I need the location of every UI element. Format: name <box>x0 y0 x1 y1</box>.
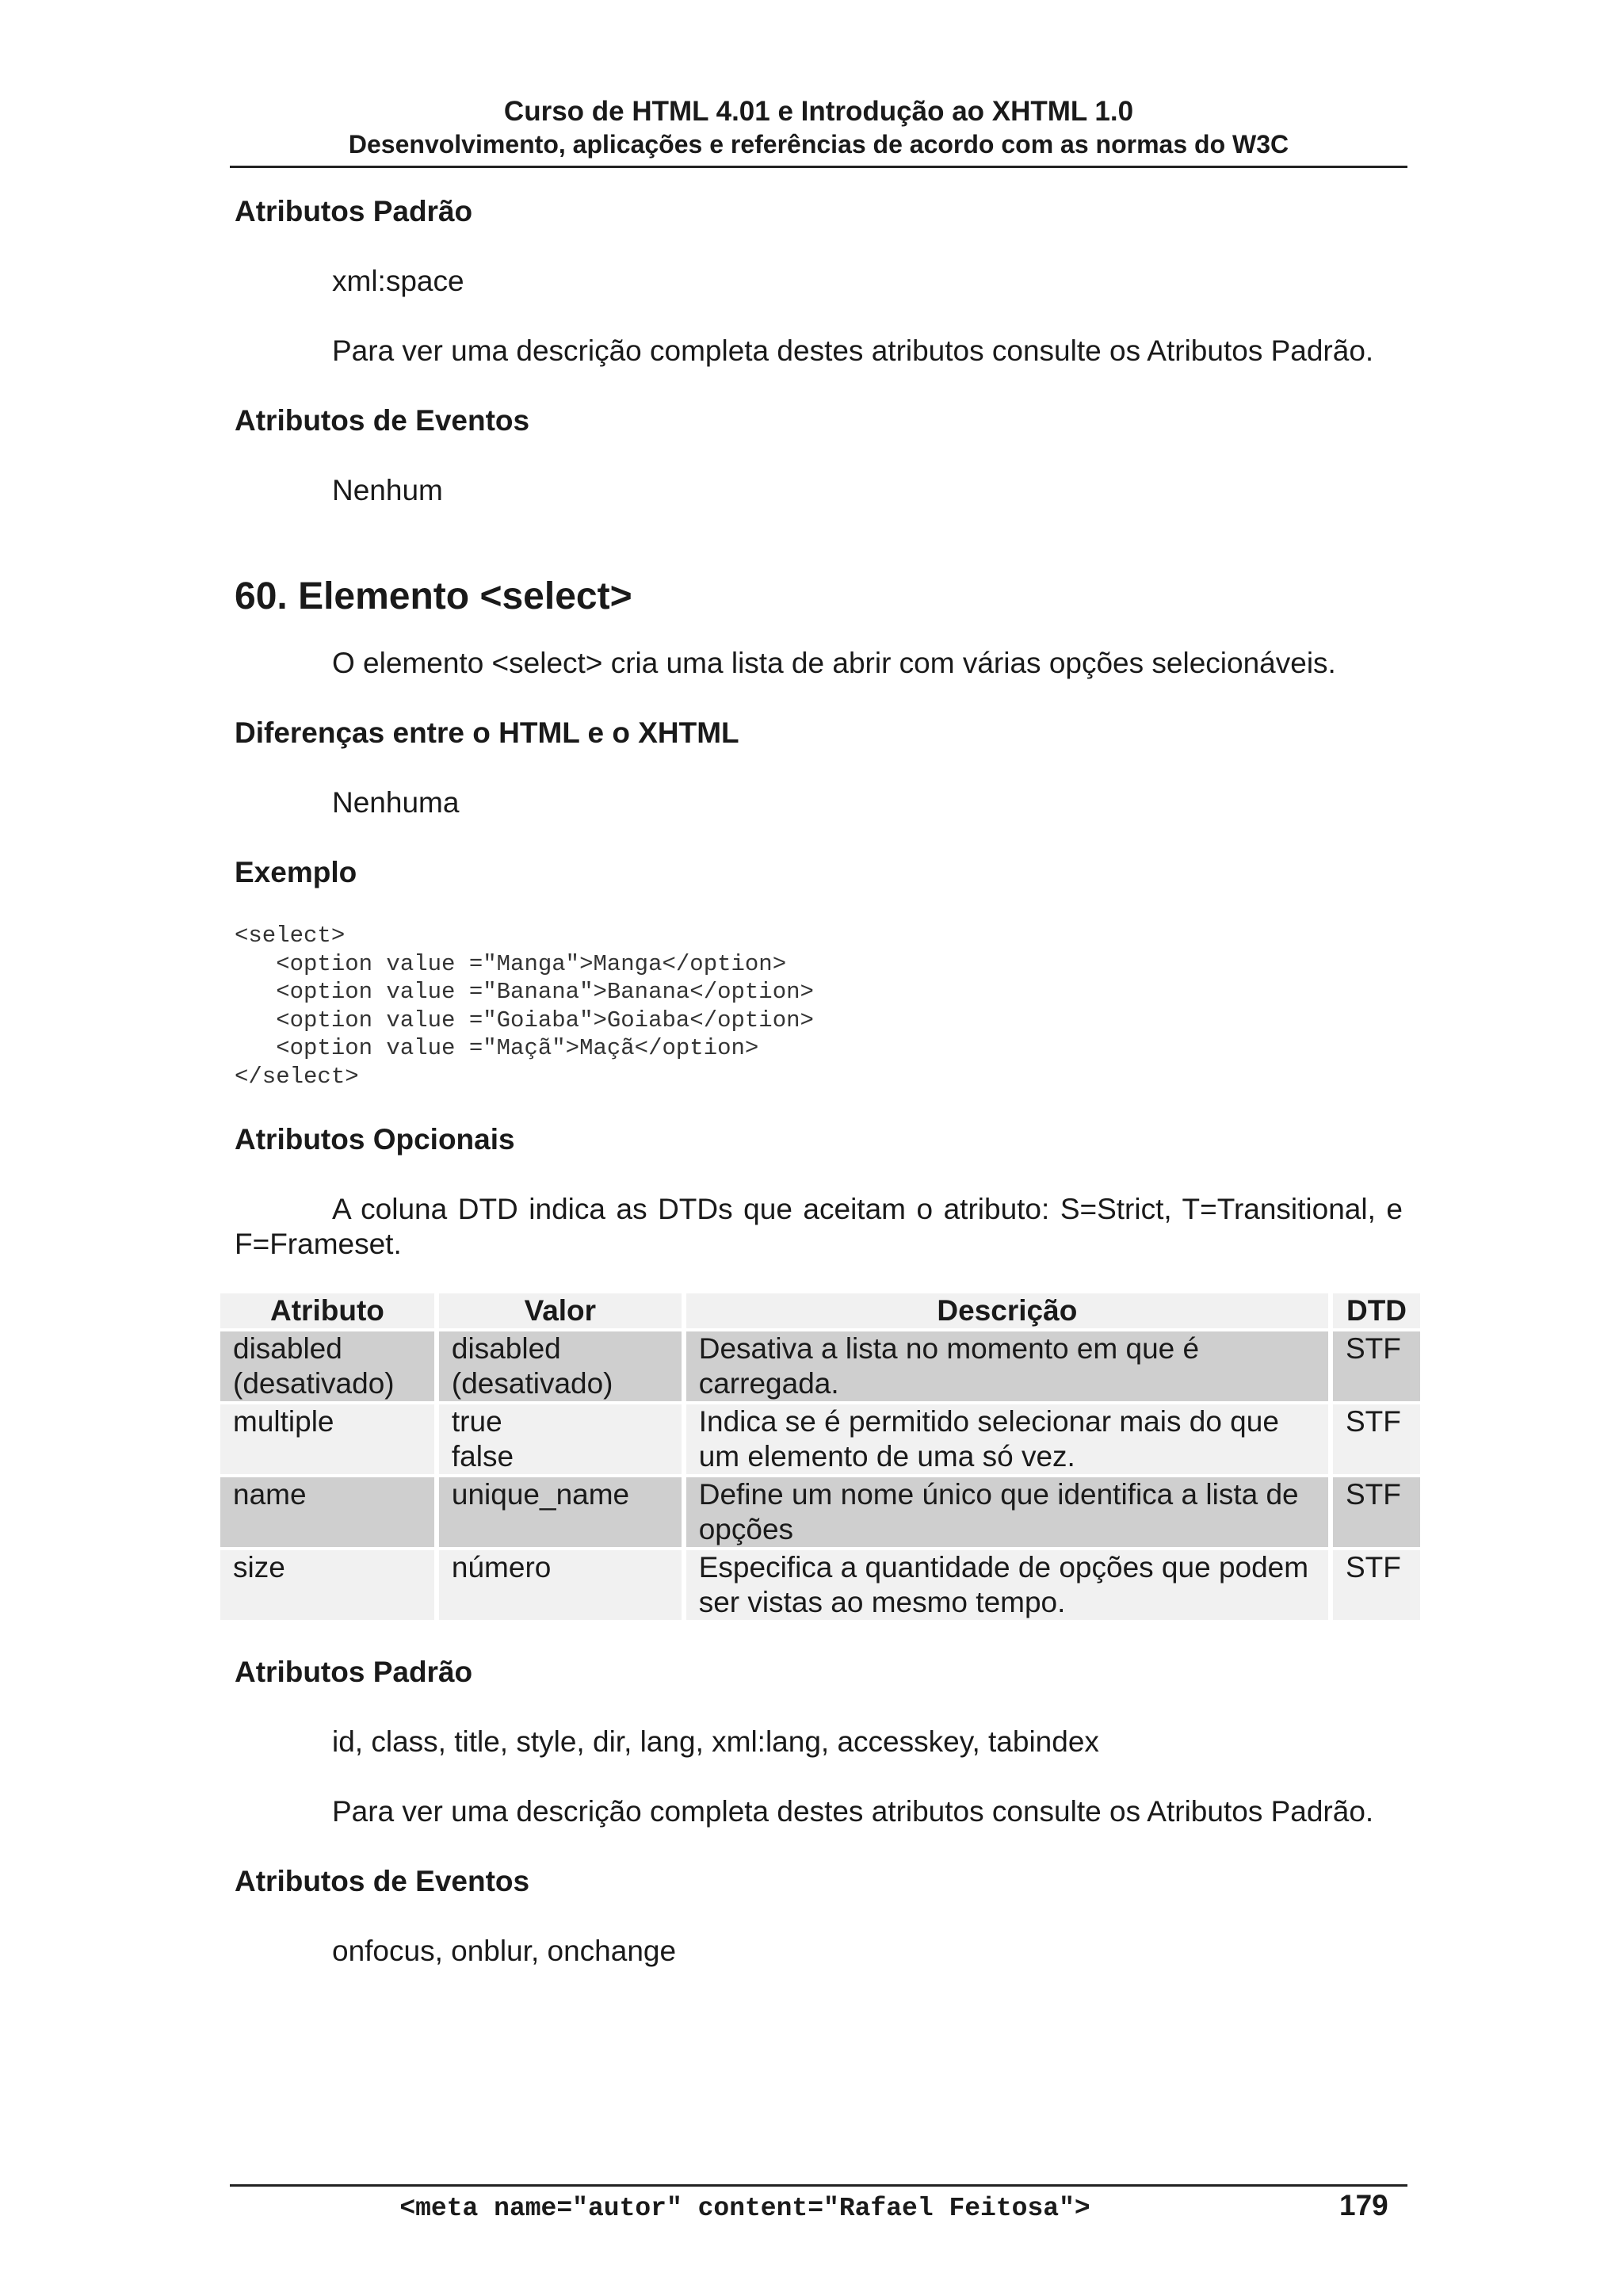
standard-attrs-note-2: Para ver uma descrição completa destes atributos consulte os Atributos Padrão. <box>332 1795 1374 1828</box>
cell-descricao: Desativa a lista no momento em que é carregada. <box>686 1331 1328 1401</box>
page-number: 179 <box>1339 2189 1388 2222</box>
page-content <box>233 190 1407 1969</box>
standard-attrs-value: xml:space <box>332 265 464 297</box>
header-title: Curso de HTML 4.01 e Introdução ao XHTML 1.0 <box>503 96 1134 127</box>
cell-dtd: STF <box>1333 1404 1420 1474</box>
cell-atributo: name <box>220 1477 434 1547</box>
table-row <box>220 1477 1420 1547</box>
table-row <box>220 1404 1420 1474</box>
cell-atributo: disabled (desativado) <box>220 1331 434 1401</box>
standard-attrs-value-2: id, class, title, style, dir, lang, xml:lang, accesskey, tabindex <box>332 1725 1099 1758</box>
table-row <box>220 1331 1420 1401</box>
diff-value: Nenhuma <box>332 786 460 819</box>
header-subtitle: Desenvolvimento, aplicações e referências de acordo com as normas do W3C <box>348 130 1289 159</box>
header-rule <box>230 166 1407 168</box>
standard-attrs-note: Para ver uma descrição completa destes atributos consulte os Atributos Padrão. <box>332 334 1374 367</box>
standard-attrs-heading: Atributos Padrão <box>235 195 473 227</box>
cell-descricao: Define um nome único que identifica a lista de opções <box>686 1477 1328 1547</box>
optional-attrs-note: A coluna DTD indica as DTDs que aceitam o atributo: S=Strict, T=Transitional, e F=Frameset. <box>235 1193 1403 1260</box>
column-header: Valor <box>439 1293 682 1328</box>
attributes-table <box>216 1290 1425 1623</box>
code-example: <select> <option value ="Manga">Manga</option> <option value ="Banana">Banana</option> <option value ="Goiaba">Goiaba</option> <option value ="Maçã">Maçã</option> </select> <box>235 923 814 1090</box>
section-intro: O elemento <select> cria uma lista de abrir com várias opções selecionáveis. <box>332 647 1336 679</box>
optional-attrs-heading: Atributos Opcionais <box>235 1123 515 1156</box>
footer-meta: <meta name="autor" content="Rafael Feitosa"> <box>399 2194 1090 2223</box>
cell-valor: número <box>439 1550 682 1620</box>
cell-valor: true false <box>439 1404 682 1474</box>
events-value-2: onfocus, onblur, onchange <box>332 1935 677 1967</box>
cell-dtd: STF <box>1333 1331 1420 1401</box>
column-header: Descrição <box>686 1293 1328 1328</box>
events-value: Nenhum <box>332 474 443 506</box>
events-heading: Atributos de Eventos <box>235 404 530 437</box>
example-heading: Exemplo <box>235 856 357 888</box>
section-title: 60. Elemento <select> <box>235 575 632 617</box>
cell-atributo: size <box>220 1550 434 1620</box>
standard-attrs-heading-2: Atributos Padrão <box>235 1656 473 1688</box>
cell-valor: disabled (desativado) <box>439 1331 682 1401</box>
events-heading-2: Atributos de Eventos <box>235 1865 530 1897</box>
cell-dtd: STF <box>1333 1477 1420 1547</box>
footer-rule <box>230 2184 1407 2187</box>
cell-valor: unique_name <box>439 1477 682 1547</box>
cell-atributo: multiple <box>220 1404 434 1474</box>
cell-descricao: Indica se é permitido selecionar mais do que um elemento de uma só vez. <box>686 1404 1328 1474</box>
column-header: Atributo <box>220 1293 434 1328</box>
page-header <box>230 95 1407 160</box>
table-row <box>220 1550 1420 1620</box>
cell-descricao: Especifica a quantidade de opções que podem ser vistas ao mesmo tempo. <box>686 1550 1328 1620</box>
column-header: DTD <box>1333 1293 1420 1328</box>
diff-heading: Diferenças entre o HTML e o XHTML <box>235 716 739 749</box>
table-header-row <box>220 1293 1420 1328</box>
cell-dtd: STF <box>1333 1550 1420 1620</box>
